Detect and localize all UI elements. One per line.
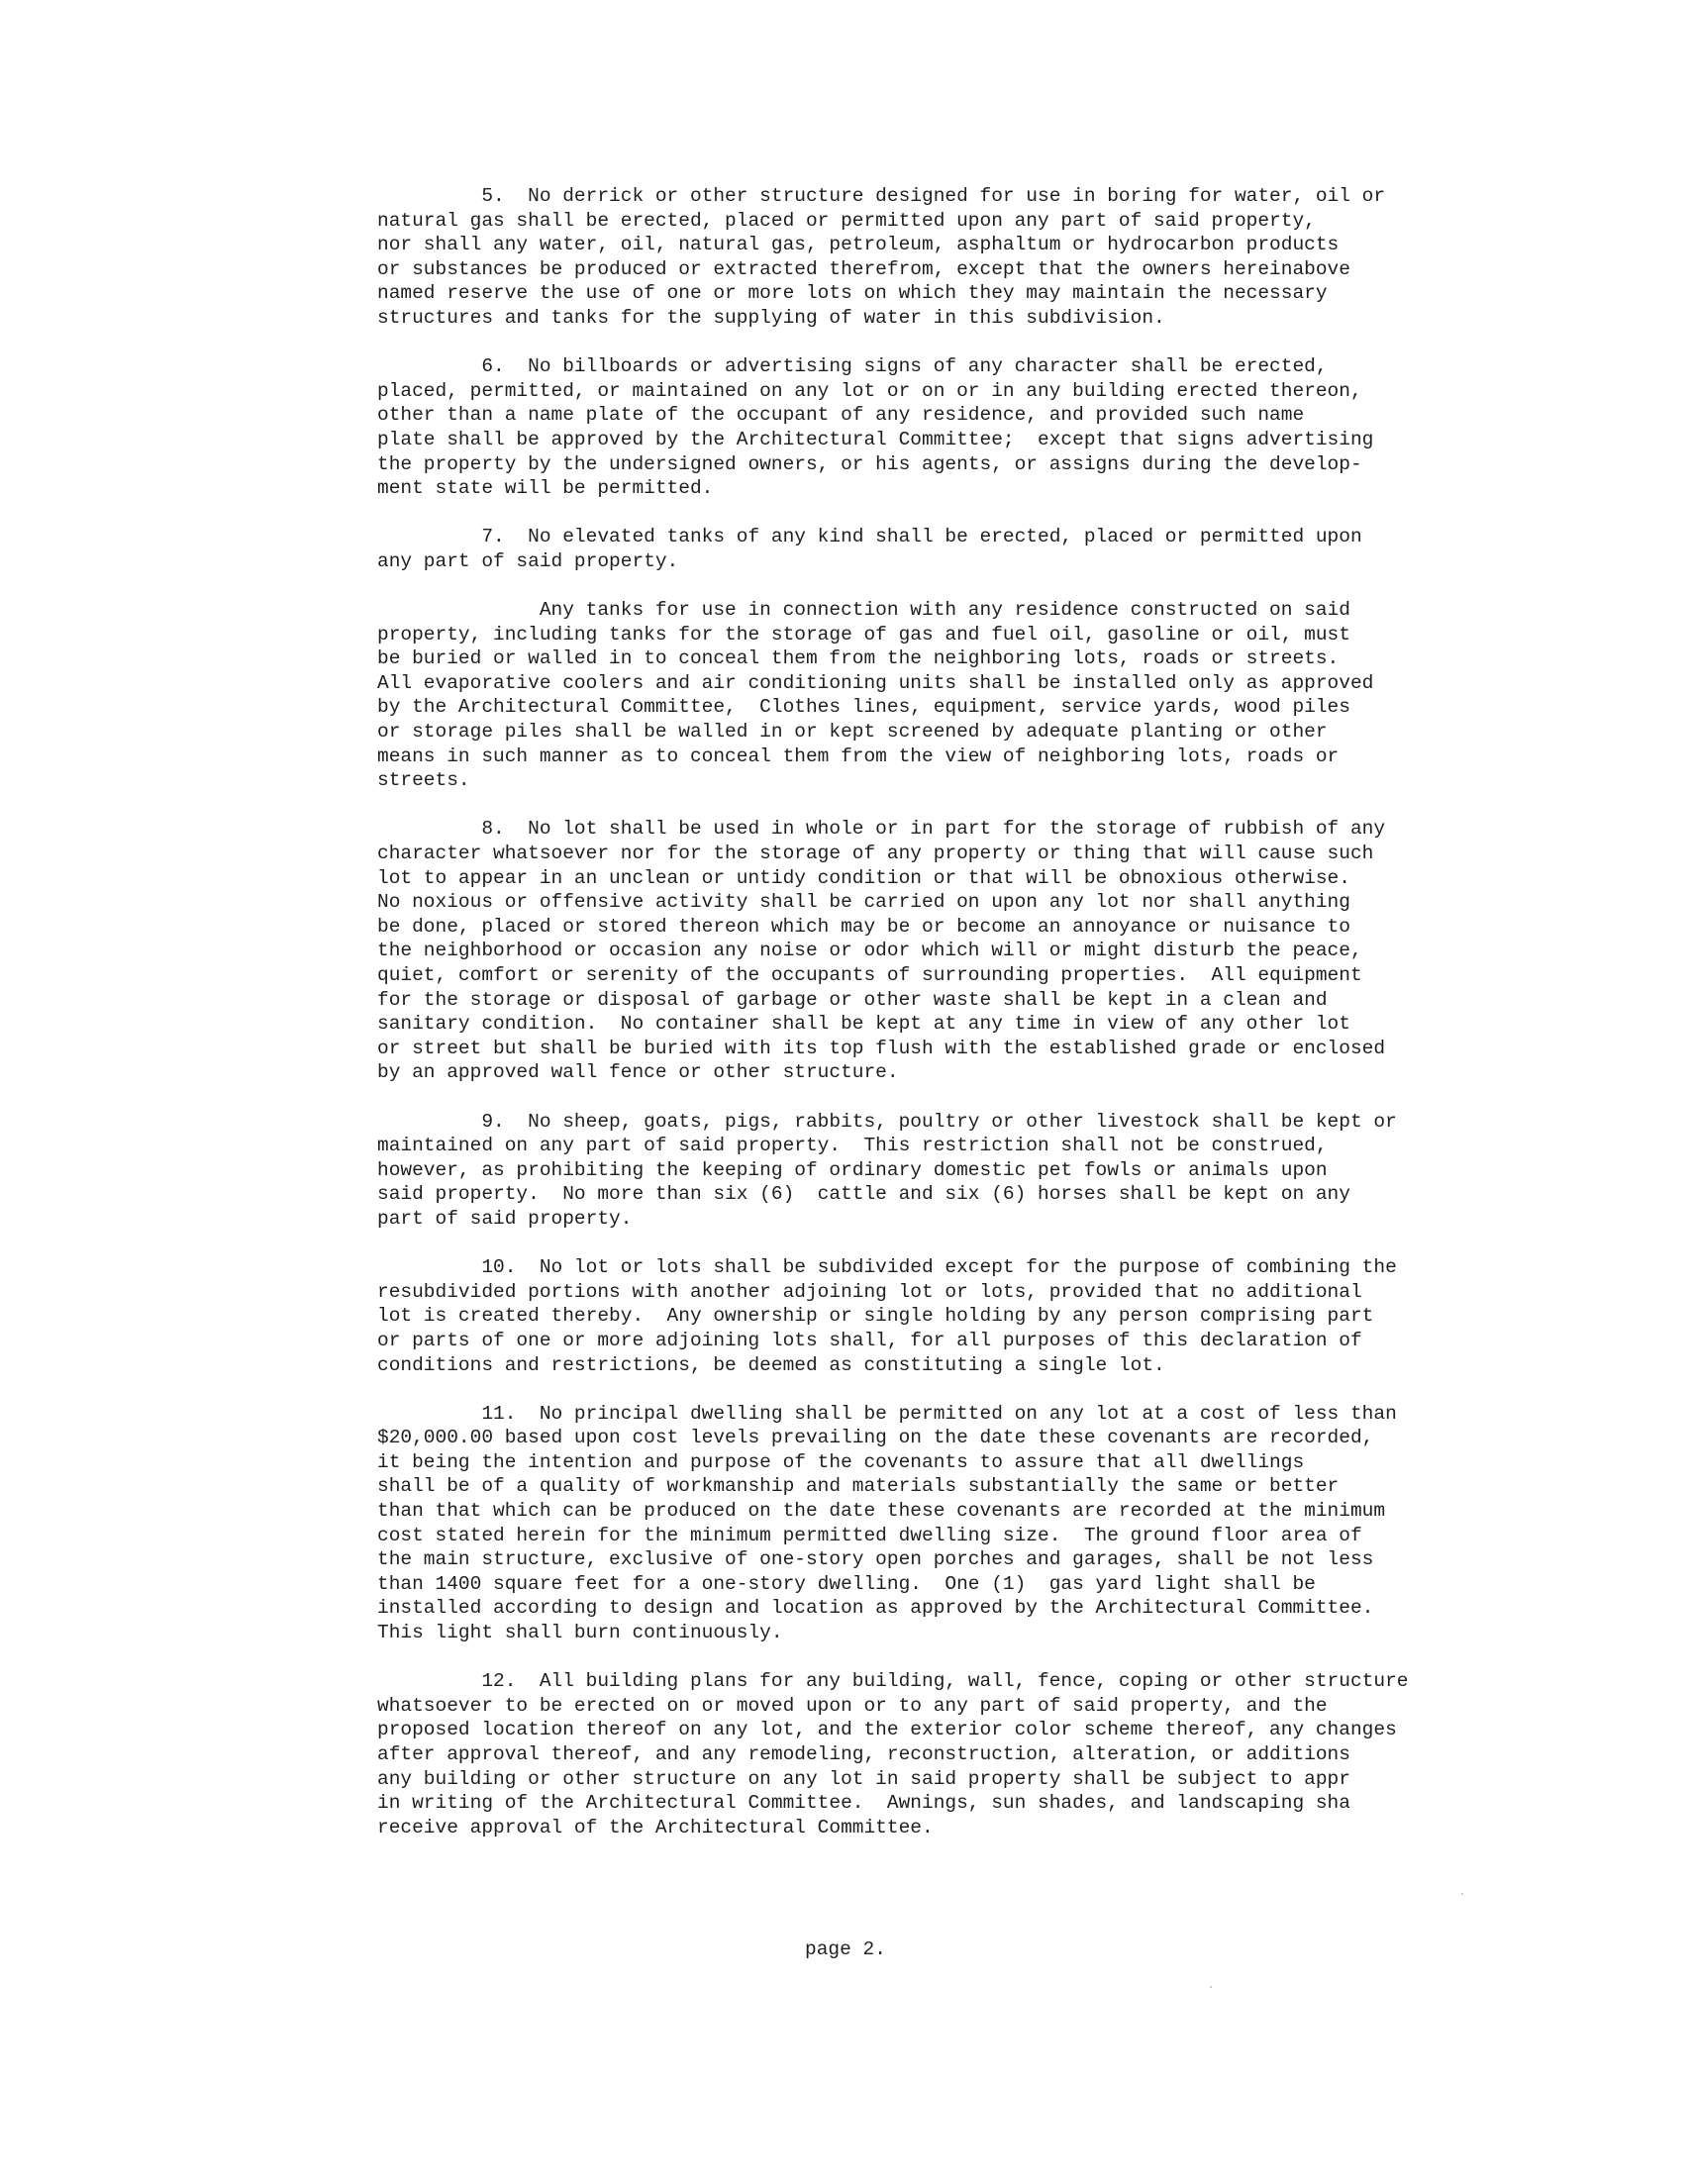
text-line: lot to appear in an unclean or untidy condition or that will be obnoxious otherwise. (377, 866, 1350, 889)
text-line: or storage piles shall be walled in or kept screened by adequate planting or other (377, 721, 1328, 744)
text-line: installed according to design and location as approved by the Architectural Committee. (377, 1597, 1374, 1620)
text-line: be done, placed or stored thereon which may be or become an annoyance or nuisance to (377, 915, 1350, 938)
text-line: cost stated herein for the minimum permitted dwelling size. The ground floor area of (377, 1524, 1362, 1546)
covenant-text-body (377, 184, 1486, 1864)
text-line: 5. No derrick or other structure designed for use in boring for water, oil or (377, 185, 1386, 207)
text-line: receive approval of the Architectural Committee. (377, 1816, 934, 1838)
text-line: the main structure, exclusive of one-story open porches and garages, shall be not less (377, 1548, 1374, 1571)
text-line: Any tanks for use in connection with any residence constructed on said (377, 599, 1350, 622)
text-line: structures and tanks for the supplying of water in this subdivision. (377, 306, 1165, 329)
text-line: by the Architectural Committee, Clothes lines, equipment, service yards, wood piles (377, 696, 1350, 719)
text-line: maintained on any part of said property. This restriction shall not be construed, (377, 1135, 1328, 1157)
text-line: All evaporative coolers and air conditioning units shall be installed only as approved (377, 671, 1374, 694)
scan-speck (1461, 1893, 1463, 1895)
text-line: whatsoever to be erected on or moved upon or to any part of said property, and the (377, 1694, 1328, 1717)
paragraph-9 (377, 1110, 1486, 1232)
text-line: nor shall any water, oil, natural gas, petroleum, asphaltum or hydrocarbon products (377, 234, 1340, 256)
paragraph-11 (377, 1402, 1486, 1645)
text-line: part of said property. (377, 1207, 633, 1230)
text-line: placed, permitted, or maintained on any lot or on or in any building erected thereon, (377, 379, 1362, 402)
text-line: $20,000.00 based upon cost levels prevailing on the date these covenants are recorded, (377, 1427, 1374, 1449)
text-line: or substances be produced or extracted therefrom, except that the owners hereinabove (377, 257, 1350, 280)
text-line: for the storage or disposal of garbage or other waste shall be kept in a clean and (377, 988, 1328, 1011)
text-line: 9. No sheep, goats, pigs, rabbits, poultry or other livestock shall be kept or (377, 1110, 1397, 1133)
text-line: the property by the undersigned owners, or his agents, or assigns during the develop- (377, 452, 1362, 475)
text-line: it being the intention and purpose of the covenants to assure that all dwellings (377, 1450, 1305, 1473)
text-line: any part of said property. (377, 549, 679, 572)
text-line: means in such manner as to conceal them from the view of neighboring lots, roads or (377, 745, 1340, 767)
text-line: conditions and restrictions, be deemed as constituting a single lot. (377, 1353, 1165, 1376)
text-line: named reserve the use of one or more lots on which they may maintain the necessary (377, 282, 1328, 305)
text-line: however, as prohibiting the keeping of ordinary domestic pet fowls or animals upon (377, 1158, 1328, 1181)
text-line: any building or other structure on any lot in said property shall be subject to appr (377, 1767, 1350, 1790)
text-line: quiet, comfort or serenity of the occupants of surrounding properties. All equipment (377, 964, 1362, 986)
text-line: property, including tanks for the storage of gas and fuel oil, gasoline or oil, must (377, 623, 1350, 645)
text-line: plate shall be approved by the Architectural Committee; except that signs advertising (377, 428, 1374, 450)
text-line: 6. No billboards or advertising signs of any character shall be erected, (377, 355, 1328, 378)
text-line: No noxious or offensive activity shall be carried on upon any lot nor shall anything (377, 891, 1350, 914)
text-line: or parts of one or more adjoining lots shall, for all purposes of this declaration of (377, 1329, 1362, 1351)
text-line: after approval thereof, and any remodeling, reconstruction, alteration, or additions (377, 1743, 1350, 1765)
text-line: 12. All building plans for any building, wall, fence, coping or other structure (377, 1670, 1409, 1693)
text-line: 7. No elevated tanks of any kind shall be erected, placed or permitted upon (377, 526, 1362, 548)
text-line: other than a name plate of the occupant of any residence, and provided such name (377, 404, 1305, 427)
text-line: This light shall burn continuously. (377, 1622, 783, 1644)
text-line: ment state will be permitted. (377, 477, 714, 500)
text-line: streets. (377, 769, 470, 792)
text-line: proposed location thereof on any lot, and the exterior color scheme thereof, any changes (377, 1719, 1397, 1741)
text-line: resubdivided portions with another adjoining lot or lots, provided that no additional (377, 1280, 1362, 1303)
paragraph-7 (377, 525, 1486, 573)
paragraph-12 (377, 1669, 1486, 1839)
text-line: 10. No lot or lots shall be subdivided except for the purpose of combining the (377, 1256, 1397, 1279)
scan-speck (1210, 1986, 1212, 1988)
text-line: than 1400 square feet for a one-story dwelling. One (1) gas yard light shall be (377, 1572, 1316, 1595)
text-line: in writing of the Architectural Committee. Awnings, sun shades, and landscaping sha (377, 1792, 1350, 1815)
paragraph-8 (377, 817, 1486, 1085)
text-line: by an approved wall fence or other structure. (377, 1061, 899, 1084)
text-line: 11. No principal dwelling shall be permitted on any lot at a cost of less than (377, 1402, 1397, 1425)
text-line: be buried or walled in to conceal them from the neighboring lots, roads or streets. (377, 647, 1340, 670)
text-line: said property. No more than six (6) cattle and six (6) horses shall be kept on any (377, 1183, 1350, 1206)
text-line: 8. No lot shall be used in whole or in part for the storage of rubbish of any (377, 818, 1386, 841)
text-line: the neighborhood or occasion any noise or odor which will or might disturb the peace, (377, 940, 1362, 962)
text-line: natural gas shall be erected, placed or permitted upon any part of said property, (377, 209, 1316, 232)
text-line: than that which can be produced on the date these covenants are recorded at the minimum (377, 1500, 1386, 1523)
paragraph-7b (377, 598, 1486, 793)
paragraph-6 (377, 354, 1486, 501)
paragraph-10 (377, 1255, 1486, 1377)
text-line: lot is created thereby. Any ownership or single holding by any person comprising part (377, 1305, 1374, 1328)
text-line: sanitary condition. No container shall be kept at any time in view of any other lot (377, 1013, 1350, 1036)
text-line: character whatsoever nor for the storage of any property or thing that will cause such (377, 843, 1374, 865)
text-line: shall be of a quality of workmanship and materials substantially the same or better (377, 1475, 1340, 1498)
text-line: or street but shall be buried with its top flush with the established grade or enclosed (377, 1037, 1386, 1059)
paragraph-5 (377, 184, 1486, 331)
page-number: page 2. (805, 1938, 886, 1960)
